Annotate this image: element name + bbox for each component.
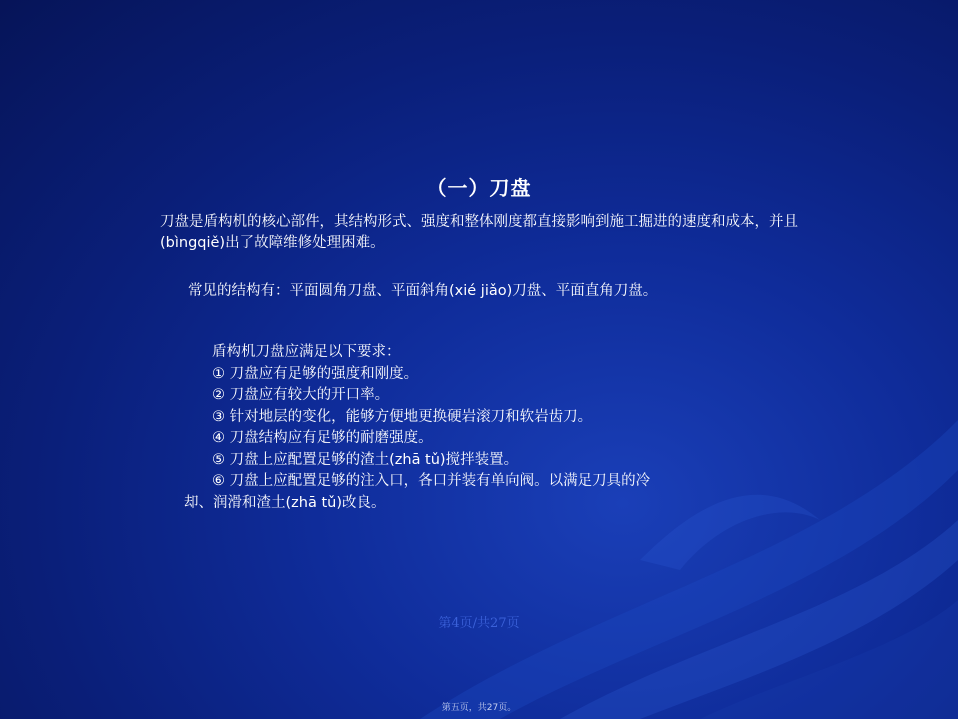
requirement-item-continuation: 却、润滑和渣土(zhā tǔ)改良。 — [184, 494, 386, 511]
requirement-item: ① 刀盘应有足够的强度和刚度。 — [212, 365, 419, 382]
paragraph-common-structures: 常见的结构有：平面圆角刀盘、平面斜角(xié jiǎo)刀盘、平面直角刀盘。 — [188, 283, 658, 299]
page-indicator: 第4页/共27页 — [438, 616, 520, 631]
requirement-item: ⑥ 刀盘上应配置足够的注入口，各口并装有单向阀。以满足刀具的冷 — [212, 473, 651, 489]
requirement-item: ⑤ 刀盘上应配置足够的渣土(zhā tǔ)搅拌装置。 — [212, 451, 519, 468]
requirement-item: ② 刀盘应有较大的开口率。 — [212, 387, 390, 403]
footer-page-count: 第五页，共27页。 — [441, 703, 517, 713]
requirement-item: ③ 针对地层的变化，能够方便地更换硬岩滚刀和软岩齿刀。 — [212, 408, 593, 425]
requirement-item: ④ 刀盘结构应有足够的耐磨强度。 — [212, 430, 433, 446]
slide-title: （一）刀盘 — [426, 176, 532, 200]
requirements-list — [184, 342, 772, 514]
requirements-intro: 盾构机刀盘应满足以下要求： — [212, 344, 401, 360]
paragraph-cutter-head-intro: 刀盘是盾构机的核心部件，其结构形式、强度和整体刚度都直接影响到施工掘进的速度和成本，并且(bìngqiě)出了故障维修处理困难。 — [160, 214, 798, 251]
